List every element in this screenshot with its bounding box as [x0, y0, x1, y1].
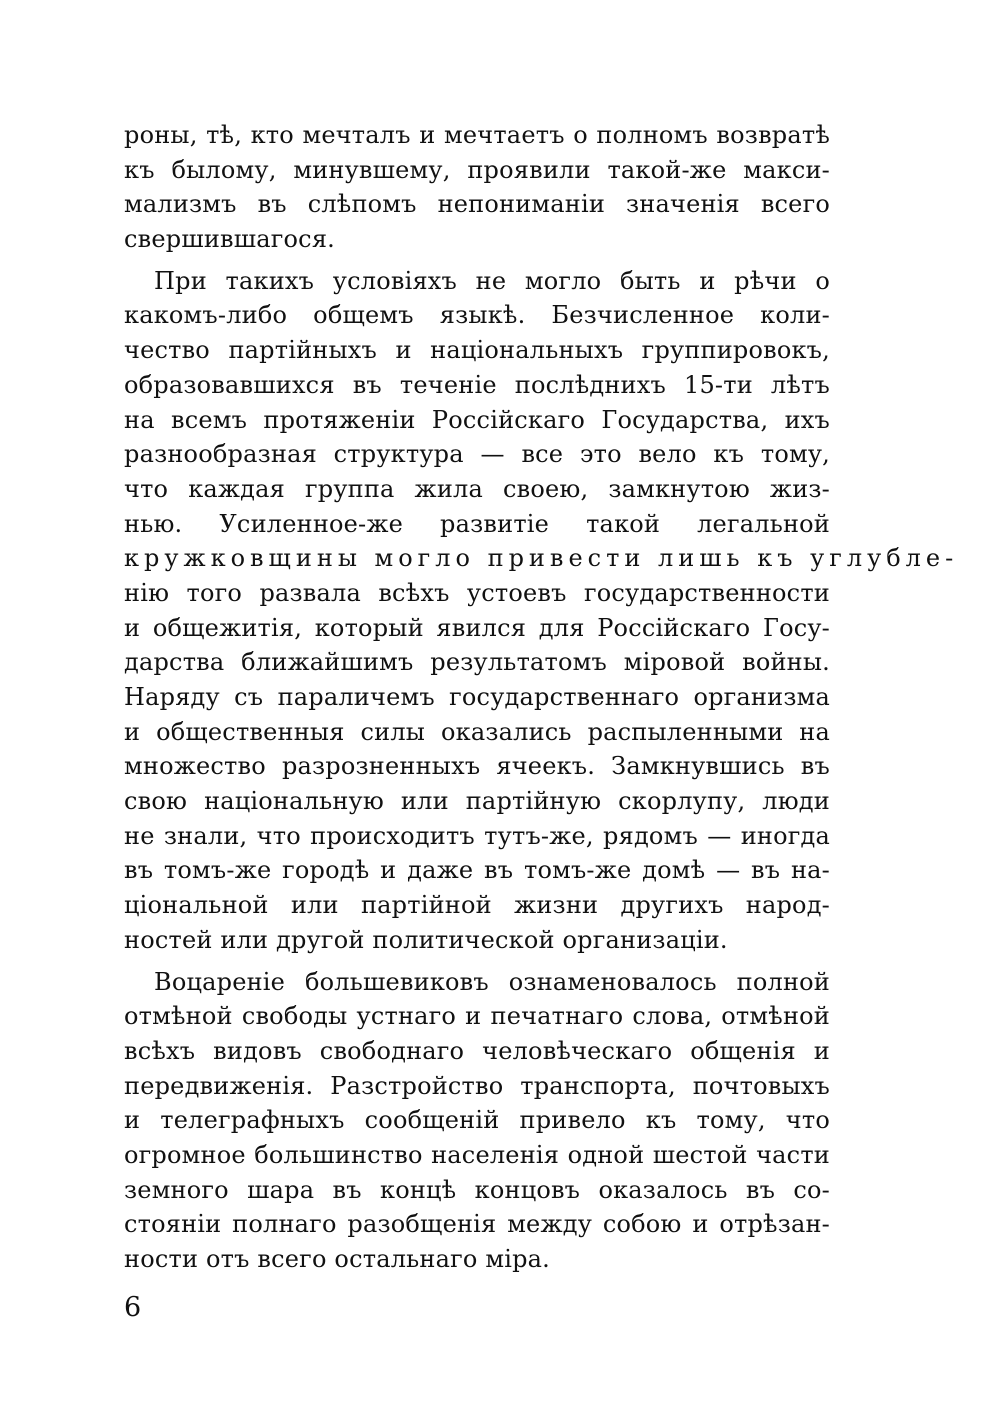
text-line: отмѣной свободы устнаго и печатнаго слова, отмѣной — [124, 1002, 830, 1031]
text-line: передвиженія. Разстройство транспорта, почтовыхъ — [124, 1071, 830, 1100]
paragraph-2 — [124, 264, 959, 958]
page-text — [124, 118, 959, 1277]
text-line: нью. Усиленное-же развитіе такой легальной — [124, 509, 830, 538]
text-line: къ былому, минувшему, проявили такой-же макси- — [124, 155, 830, 184]
paragraph-3 — [124, 965, 830, 1277]
text-line: какомъ-либо общемъ языкѣ. Безчисленное коли- — [124, 301, 830, 330]
text-line: кружковщины могло привести лишь къ углубле- — [124, 544, 959, 573]
paragraph-1 — [124, 118, 830, 257]
text-line: и телеграфныхъ сообщеній привело къ тому, что — [124, 1106, 830, 1135]
text-line: ціональной или партійной жизни другихъ народ- — [124, 891, 830, 920]
text-line: всѣхъ видовъ свободнаго человѣческаго общенія и — [124, 1036, 830, 1065]
text-line: чество партійныхъ и національныхъ группировокъ, — [124, 336, 830, 365]
text-line: образовавшихся въ теченіе послѣднихъ 15-ти лѣтъ — [124, 370, 830, 399]
text-line: дарства ближайшимъ результатомъ міровой войны. — [124, 648, 830, 677]
text-line: огромное большинство населенія одной шестой части — [124, 1140, 830, 1169]
text-line: мализмъ въ слѣпомъ непониманіи значенія всего — [124, 190, 830, 219]
text-line: множество разрозненныхъ ячеекъ. Замкнувшись въ — [124, 752, 830, 781]
page-number: 6 — [124, 1292, 142, 1323]
text-line: и общественныя силы оказались распыленными на — [124, 717, 830, 746]
text-line: на всемъ протяженіи Россійскаго Государства, ихъ — [124, 405, 830, 434]
text-line: въ томъ-же городѣ и даже въ томъ-же домѣ — въ на- — [124, 856, 830, 885]
text-line: Воцареніе большевиковъ ознаменовалось полной — [154, 967, 830, 996]
text-line: ностей или другой политической организаціи. — [124, 925, 728, 954]
text-line: свою національную или партійную скорлупу, люди — [124, 787, 830, 816]
text-line: При такихъ условіяхъ не могло быть и рѣчи о — [154, 266, 830, 295]
text-line: Наряду съ параличемъ государственнаго организма — [124, 683, 830, 711]
text-line: не знали, что происходитъ тутъ-же, рядомъ — иногда — [124, 821, 830, 850]
text-line: стояніи полнаго разобщенія между собою и отрѣзан- — [124, 1210, 830, 1239]
text-line: нію того развала всѣхъ устоевъ государственности — [124, 578, 830, 607]
text-line: земного шара въ концѣ концовъ оказалось въ со- — [124, 1175, 830, 1204]
text-line: и общежитія, который явился для Россійскаго Госу- — [124, 613, 830, 642]
text-line: что каждая группа жила своею, замкнутою жиз- — [124, 474, 830, 503]
text-line: ности отъ всего остальнаго міра. — [124, 1245, 551, 1273]
text-line: разнообразная структура — все это вело къ тому, — [124, 440, 830, 469]
text-line: свершившагося. — [124, 225, 335, 254]
text-line: роны, тѣ, кто мечталъ и мечтаетъ о полномъ возвратѣ — [124, 121, 830, 149]
